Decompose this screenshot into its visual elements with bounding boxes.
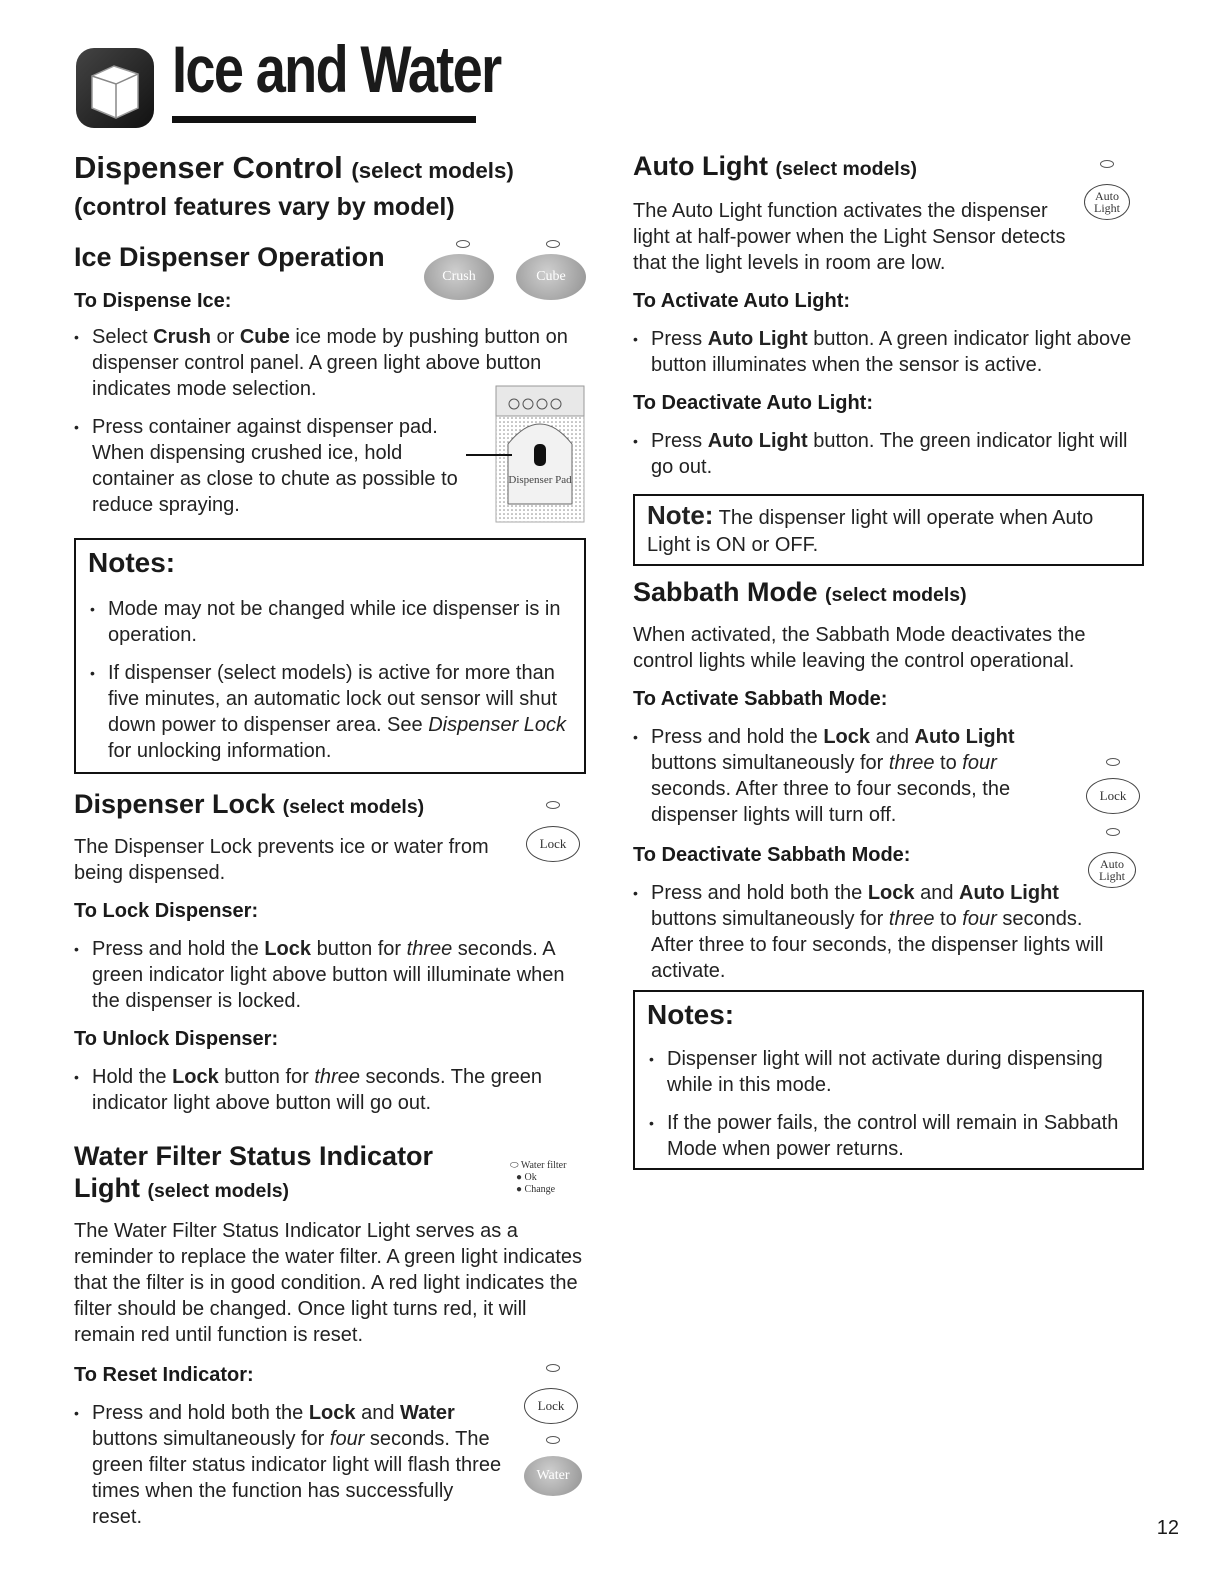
lock-indicator-light — [546, 801, 560, 809]
to-activate-auto-heading: To Activate Auto Light: — [633, 290, 851, 312]
to-activate-sabbath-heading: To Activate Sabbath Mode: — [633, 688, 888, 710]
filter-legend-title: ⬭ Water filter — [510, 1160, 567, 1171]
cube-indicator-light — [546, 240, 560, 248]
sabbath-body: When activated, the Sabbath Mode deactivates the control lights while leaving the control operational. — [633, 624, 1086, 672]
list-item: • Press Auto Light button. A green indicator light above button illuminates when the sensor is active. — [633, 326, 1133, 378]
note-label: Note: — [647, 500, 714, 530]
notes-title: Notes: — [647, 999, 735, 1030]
filter-legend — [510, 1160, 600, 1196]
sabbath-auto-indicator — [1106, 828, 1120, 836]
page-title: Ice and Water — [172, 32, 501, 106]
filter-legend-ok: ● Ok — [516, 1172, 537, 1183]
list-item: • If dispenser (select models) is active for more than five minutes, an automatic lock out sensor will shut down power to dispenser area. See Dispenser Lock for unlocking information. — [90, 660, 574, 764]
ice-cube-icon — [74, 46, 156, 130]
dispenser-control-heading: Dispenser Control (select models) — [74, 150, 514, 185]
auto-light-heading: Auto Light (select models) — [633, 151, 917, 181]
auto-light-body: The Auto Light function activates the dispenser light at half-power when the Light Sensor detects that the light levels in room are low. — [633, 200, 1066, 274]
note-box — [633, 494, 1144, 566]
dispenser-control-subtitle: (control features vary by model) — [74, 193, 455, 221]
to-deactivate-sabbath-heading: To Deactivate Sabbath Mode: — [633, 844, 911, 866]
auto-light-button[interactable]: Auto Light — [1084, 184, 1130, 220]
list-item: • Press and hold both the Lock and Auto Light buttons simultaneously for three to four seconds. After three to four seconds, the dispenser lights will activate. — [633, 880, 1128, 984]
sabbath-auto-light-button[interactable]: Auto Light — [1088, 852, 1136, 888]
notes-box-right — [633, 990, 1144, 1170]
cube-button[interactable]: Cube — [516, 254, 586, 300]
list-item: • Press and hold the Lock and Auto Light buttons simultaneously for three to four seconds. After three to four seconds, the dispenser lights will turn off. — [633, 724, 1043, 828]
crush-button[interactable]: Crush — [424, 254, 494, 300]
list-item: • Press Auto Light button. The green indicator light will go out. — [633, 428, 1133, 480]
filter-legend-change: ● Change — [516, 1184, 556, 1195]
water-button[interactable]: Water — [524, 1456, 582, 1496]
pointer-arrow — [466, 454, 512, 456]
to-reset-heading: To Reset Indicator: — [74, 1364, 254, 1386]
filter-body-text: The Water Filter Status Indicator Light serves as a reminder to replace the water filter. A green light indicates that the filter is in good condition. A red light indicates the filter should be changed. Once light turns red, it will remain red until function is reset. — [74, 1220, 583, 1346]
page-number: 12 — [1156, 1517, 1179, 1539]
list-item: • Hold the Lock button for three seconds. The green indicator light above button will go out. — [74, 1064, 574, 1116]
left-column — [74, 150, 594, 223]
water-filter-heading: Water Filter Status Indicator — [74, 1141, 434, 1171]
water-indicator — [546, 1436, 560, 1444]
ice-dispenser-operation-heading: Ice Dispenser Operation — [74, 242, 385, 272]
dispenser-pad-label: Dispenser Pad — [508, 474, 572, 486]
to-dispense-ice-heading: To Dispense Ice: — [74, 290, 232, 312]
to-lock-heading: To Lock Dispenser: — [74, 900, 259, 922]
sabbath-lock-indicator — [1106, 758, 1120, 766]
to-unlock-heading: To Unlock Dispenser: — [74, 1028, 279, 1050]
to-deactivate-auto-heading: To Deactivate Auto Light: — [633, 392, 873, 414]
sabbath-mode-heading: Sabbath Mode (select models) — [633, 577, 967, 607]
auto-light-indicator — [1100, 160, 1114, 168]
notes-box-left — [74, 538, 586, 774]
list-item: • Press and hold both the Lock and Water buttons simultaneously for four seconds. The green filter status indicator light will flash three times when the function has successfully reset. — [74, 1400, 504, 1530]
list-item: • Press container against dispenser pad. When dispensing crushed ice, hold container as close to chute as possible to reduce spraying. — [74, 414, 487, 518]
reset-lock-button[interactable]: Lock — [524, 1388, 578, 1424]
list-item: • Dispenser light will not activate during dispensing while in this mode. — [649, 1046, 1133, 1098]
crush-indicator-light — [456, 240, 470, 248]
list-item: • If the power fails, the control will remain in Sabbath Mode when power returns. — [649, 1110, 1133, 1162]
lock-intro-text: The Dispenser Lock prevents ice or water from being dispensed. — [74, 836, 489, 884]
list-item: • Select Crush or Cube ice mode by pushing button on dispenser control panel. A green light above button indicates mode selection. — [74, 324, 574, 402]
reset-lock-indicator — [546, 1364, 560, 1372]
lock-button[interactable]: Lock — [526, 826, 580, 862]
title-underline — [172, 116, 476, 123]
sabbath-lock-button[interactable]: Lock — [1086, 778, 1140, 814]
notes-title: Notes: — [88, 547, 176, 578]
water-filter-heading-line2: Light (select models) — [74, 1173, 290, 1203]
list-item: • Press and hold the Lock button for three seconds. A green indicator light above button will illuminate when the dispenser is locked. — [74, 936, 584, 1014]
list-item: • Mode may not be changed while ice dispenser is in operation. — [90, 596, 574, 648]
note-text: The dispenser light will operate when Auto Light is ON or OFF. — [647, 507, 1094, 556]
dispenser-lock-heading: Dispenser Lock (select models) — [74, 789, 425, 819]
